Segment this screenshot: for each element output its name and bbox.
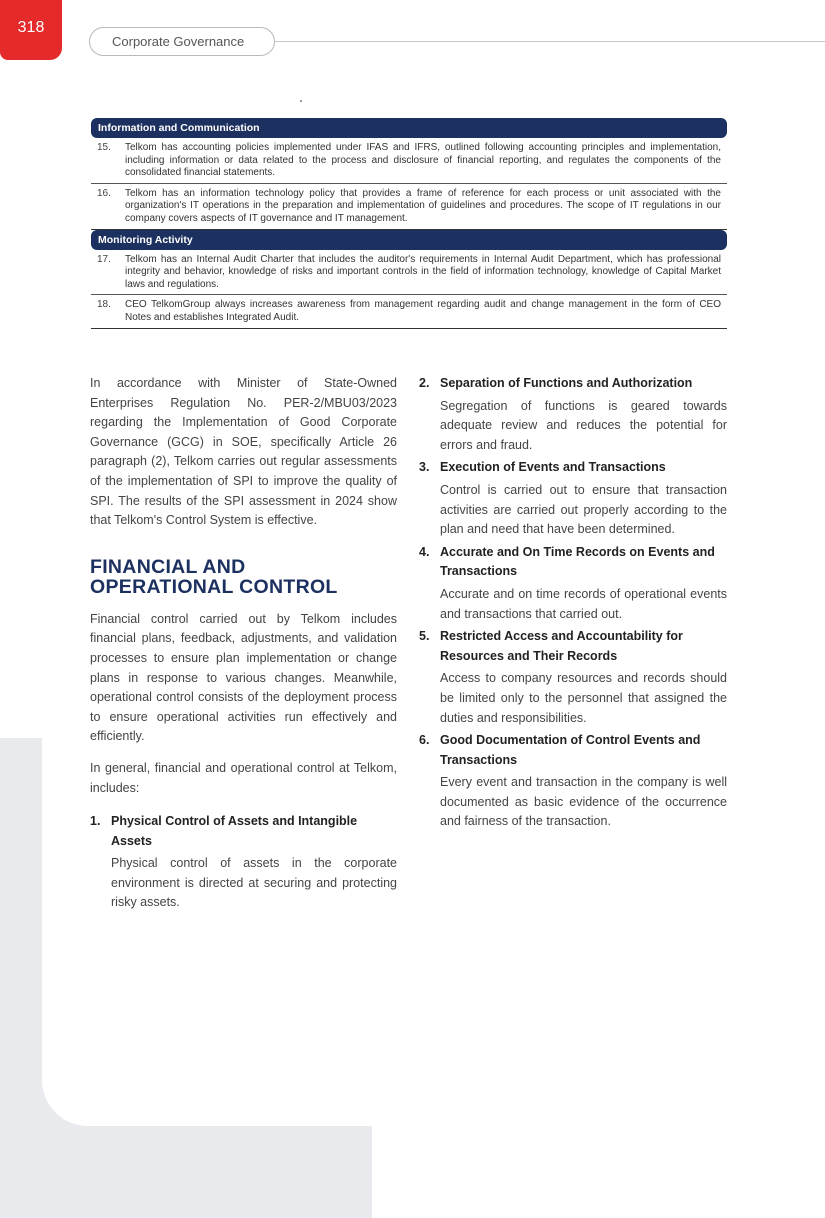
item-description: Access to company resources and records should be limited only to the personnel that assigned the duties and responsibilities.	[440, 671, 727, 725]
body-paragraph: In general, financial and operational control at Telkom, includes:	[90, 760, 397, 795]
section-heading	[90, 557, 397, 597]
table-row	[91, 138, 727, 184]
control-item-title	[419, 731, 727, 770]
item-title: Restricted Access and Accountability for Resources and Their Records	[440, 629, 683, 663]
control-item-title	[419, 458, 727, 478]
item-description: Segregation of functions is geared towards adequate review and reduces the potential for errors and fraud.	[440, 398, 727, 452]
heading-line: OPERATIONAL CONTROL	[90, 575, 338, 598]
control-item-title	[419, 374, 727, 394]
item-title: Physical Control of Assets and Intangible Assets	[111, 814, 358, 848]
item-number: 2.	[419, 376, 430, 390]
item-description: Every event and transaction in the company is well documented as basic evidence of the occurrence and fairness of the transaction.	[440, 775, 727, 829]
table-row	[91, 184, 727, 230]
section-title: Corporate Governance	[112, 34, 245, 49]
row-number: 15.	[97, 142, 111, 153]
body-paragraph: Financial control carried out by Telkom includes financial plans, feedback, adjustments, and validation processes to ensure plan implementation or change plans in response to various changes. Meanwhile, operational control consists of the deployment process to ensure operational activities run effectively and efficiently.	[90, 611, 397, 744]
item-number: 4.	[419, 544, 430, 559]
item-description: Accurate and on time records of operational events and transactions that carried out.	[440, 586, 727, 621]
heading-line: FINANCIAL AND	[90, 555, 246, 578]
table-section-header: Information and Communication	[91, 118, 727, 138]
control-item-title	[419, 627, 727, 666]
row-text: Telkom has an information technology policy that provides a frame of reference for each process or unit associated with the organization's IT operations in the preparation and implementation of guidelines and procedures. The scope of IT regulations in our company covers aspects of IT governance and IT management.	[125, 187, 721, 224]
control-item-title	[419, 543, 727, 582]
item-number: 3.	[419, 460, 430, 475]
row-number: 16.	[97, 187, 111, 199]
header-divider	[275, 41, 825, 42]
item-title: Separation of Functions and Authorization	[440, 376, 693, 390]
item-number: 6.	[419, 733, 430, 748]
row-text: CEO TelkomGroup always increases awareness from management regarding audit and change management in the form of CEO Notes and establishes Integrated Audit.	[125, 299, 721, 323]
table-section-header: Monitoring Activity	[91, 230, 727, 250]
table-row	[91, 295, 727, 328]
row-text: Telkom has accounting policies implemented under IFAS and IFRS, outlined following accounting principles and implementation, including information or data related to the process and disclosure of financial reporting, and regulates the components of the consolidated financial statements.	[125, 142, 721, 179]
row-text: Telkom has an Internal Audit Charter that includes the auditor's requirements in Internal Audit Department, which has professional integrity and behavior, knowledge of risks and important controls in the field of information technology, knowledge of Capital Market laws and regulations.	[125, 253, 721, 290]
intro-paragraph: In accordance with Minister of State-Owned Enterprises Regulation No. PER-2/MBU03/2023 regarding the Implementation of Good Corporate Governance (GCG) in SOE, specifically Article 26 paragraph (2), Telkom carries out regular assessments of the implementation of SPI to improve the quality of SPI. The results of the SPI assessment in 2024 show that Telkom's Control System is effective.	[90, 376, 397, 528]
stray-dot	[300, 100, 302, 102]
item-description: Control is carried out to ensure that transaction activities are carried out properly according to the plan and need that have been determined.	[440, 482, 727, 537]
left-column	[90, 374, 397, 916]
control-item-title	[90, 812, 397, 851]
page-number-badge	[0, 0, 62, 60]
item-description: Physical control of assets in the corporate environment is directed at securing and protecting risky assets.	[111, 856, 397, 910]
page-number: 318	[17, 19, 45, 36]
table-row	[91, 250, 727, 296]
item-title: Good Documentation of Control Events and Transactions	[440, 733, 701, 767]
row-number: 17.	[97, 253, 111, 265]
row-number: 18.	[97, 299, 111, 311]
section-title-pill	[89, 27, 275, 56]
item-title: Execution of Events and Transactions	[440, 460, 666, 475]
control-table	[91, 118, 727, 329]
right-column	[419, 374, 727, 835]
item-number: 5.	[419, 629, 430, 644]
item-number: 1.	[90, 814, 101, 829]
item-title: Accurate and On Time Records on Events and Transactions	[440, 544, 715, 579]
